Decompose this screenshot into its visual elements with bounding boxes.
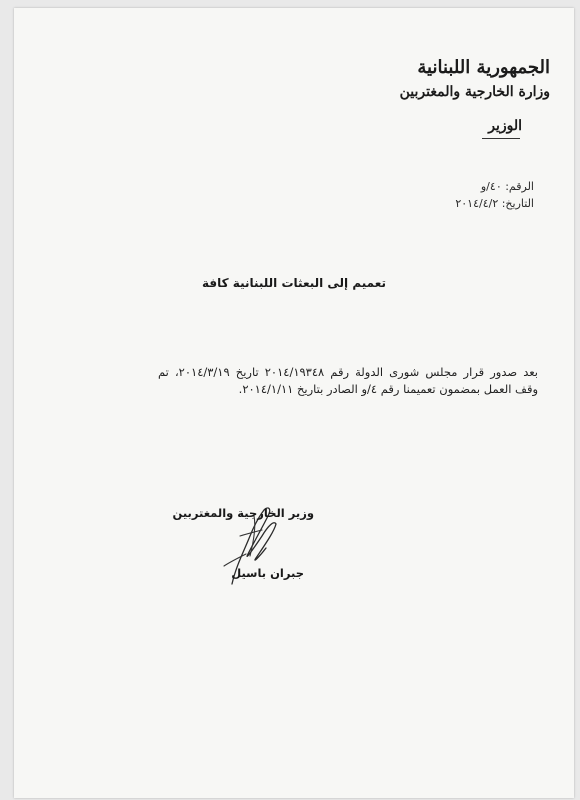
signatory-title: وزير الخارجية والمغتربين bbox=[172, 506, 314, 520]
reference-block bbox=[334, 178, 534, 212]
subject-line: تعميم إلى البعثات اللبنانية كافة bbox=[202, 276, 386, 290]
reference-date: التاريخ: ٢٠١٤/٤/٢ bbox=[455, 197, 534, 210]
reference-number: الرقم: ٤٠/و bbox=[480, 180, 534, 193]
document-page bbox=[14, 8, 574, 798]
body-paragraph: بعد صدور قرار مجلس شورى الدولة رقم ٢٠١٤/١٩٣٤٨ تاريخ ٢٠١٤/٣/١٩، تم وقف العمل بمضمون تعميمنا رقم ٤/و الصادر بتاريخ ٢٠١٤/١/١١. bbox=[158, 365, 538, 396]
letterhead-republic: الجمهورية اللبنانية bbox=[417, 57, 550, 78]
signatory-name: جبران باسيل bbox=[231, 566, 304, 580]
letterhead-ministry: وزارة الخارجية والمغتربين bbox=[399, 84, 550, 100]
letterhead-rule bbox=[482, 138, 520, 139]
letterhead-minister: الوزير bbox=[488, 118, 522, 134]
letterhead bbox=[350, 56, 550, 139]
